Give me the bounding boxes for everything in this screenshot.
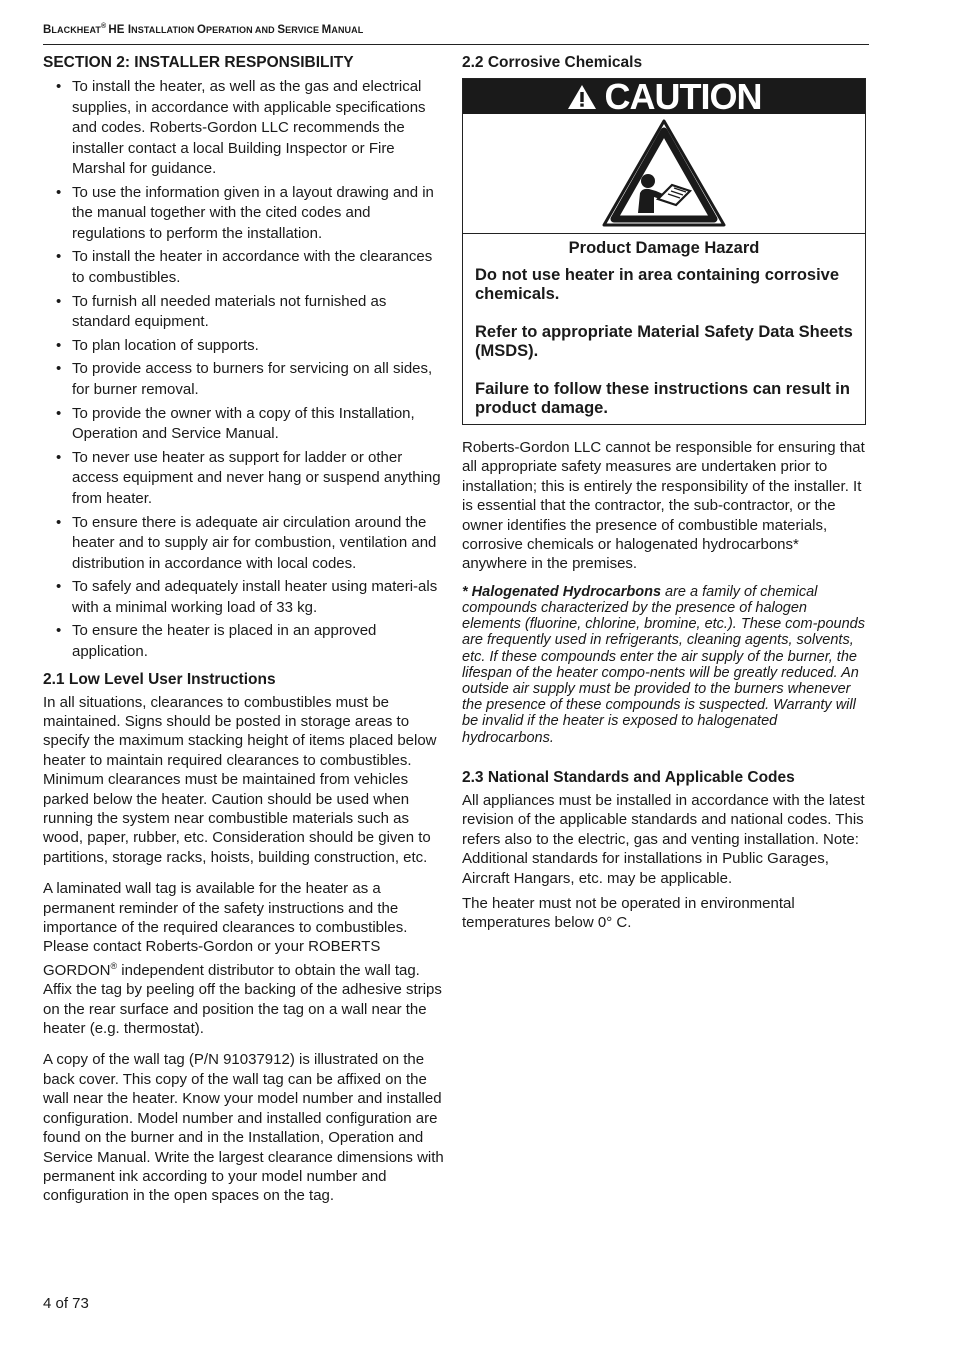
paragraph: Roberts-Gordon LLC cannot be responsible for ensuring that all appropriate safety measures are undertaken prior to installation; this is entirely the responsibility of the installer. It is essential that the contractor, the sub-contractor, or the owner identifies the presence of combustible materials, corrosive chemicals or halogenated hydrocarbons* anywhere in the premises. bbox=[462, 439, 865, 573]
hazard-title: Product Damage Hazard bbox=[568, 239, 760, 257]
warning-triangle-icon bbox=[567, 84, 597, 110]
paragraph: A copy of the wall tag (P/N 91037912) is illustrated on the back cover. This copy of the wall tag can be affixed on the wall near the heater. Know your model number and installed configuration. Model number and installed configuration are found on the burner and in the Installation, Operation and Service Manual. Write the largest clearance dimensions with permanent ink according to your model number and configuration in the open spaces on the tag. bbox=[43, 1051, 444, 1205]
list-item: • To safely and adequately install heater using materi-als with a minimal working load of 33 kg. bbox=[56, 578, 438, 616]
paragraph: The heater must not be operated in environmental temperatures below 0° C. bbox=[462, 894, 795, 932]
caution-text bbox=[463, 234, 865, 424]
list-item: • To ensure the heater is placed in an approved application. bbox=[56, 622, 377, 660]
caution-banner bbox=[463, 75, 865, 117]
read-manual-icon bbox=[600, 117, 728, 231]
list-item: • To install the heater, as well as the gas and electrical supplies, in accordance with applicable specifications and codes. Roberts-Gordon LLC recommends the installer contact a local Building Inspector or Fire Marshal for guidance. bbox=[56, 78, 426, 177]
list-item: • To install the heater in accordance with the clearances to combustibles. bbox=[56, 248, 433, 286]
list-item: • To provide access to burners for servicing on all sides, for burner removal. bbox=[56, 360, 433, 398]
manual-header bbox=[43, 23, 869, 45]
header-title: BLACKHEAT® HE INSTALLATION OPERATION AND SERVICE MANUAL bbox=[43, 23, 364, 36]
list-item: • To ensure there is adequate air circulation around the heater and to supply air for combustion, ventilation and distribution in accordance with local codes. bbox=[56, 513, 437, 572]
list-item: • To provide the owner with a copy of this Installation, Operation and Service Manual. bbox=[56, 404, 415, 443]
caution-warning: Do not use heater in area containing corrosive chemicals. bbox=[475, 266, 840, 303]
list-item: • To plan location of supports. bbox=[56, 336, 259, 354]
section-2-title: SECTION 2: INSTALLER RESPONSIBILITY bbox=[43, 54, 354, 71]
list-item: • To use the information given in a layout drawing and in the manual together with the cited codes and regulations to perform the installation. bbox=[56, 183, 434, 242]
section-2-2-title: 2.2 Corrosive Chemicals bbox=[462, 54, 643, 71]
caution-label: CAUTION bbox=[604, 75, 762, 117]
caution-pictogram bbox=[463, 114, 865, 234]
left-column bbox=[43, 53, 447, 1212]
section-2-3-title: 2.3 National Standards and Applicable Codes bbox=[462, 768, 795, 786]
paragraph: All appliances must be installed in accordance with the latest revision of the applicable standards and national codes. This refers also to the electric, gas and venting installation. Note: Additional standards for installations in Public Garages, Aircraft Hangars, etc. may be applicable. bbox=[462, 791, 865, 887]
paragraph: In all situations, clearances to combustibles must be maintained. Signs should be posted in storage areas to specify the maximum stacking height of items placed below heater to maintain required clearances to combustibles. Minimum clearances must be maintained from vehicles parked below the heater. Caution should be used when running the system near combustible materials such as wood, paper, rubber, etc. Consideration should be given to partitions, storage racks, hoists, building construction, etc. bbox=[43, 693, 437, 866]
installer-responsibility-list bbox=[43, 77, 447, 662]
caution-box bbox=[462, 75, 866, 425]
list-item: • To furnish all needed materials not furnished as standard equipment. bbox=[56, 292, 387, 331]
caution-warning: Refer to appropriate Material Safety Data Sheets (MSDS). bbox=[475, 323, 853, 360]
paragraph: A laminated wall tag is available for the heater as a permanent reminder of the safety instructions and the importance of the required clearances to combustibles. Please contact Roberts-Gordon or your ROBERTS GORDON® independent distributor to obtain the wall tag. Affix the tag by peeling off the backing of the adhesive strips on the rear surface and position the tag on a wall near the heater (e.g. thermostat). bbox=[43, 880, 442, 1038]
section-2-1-title: 2.1 Low Level User Instructions bbox=[43, 670, 276, 688]
caution-warning: Failure to follow these instructions can result in product damage. bbox=[475, 380, 850, 417]
right-column bbox=[462, 53, 867, 939]
halogenated-hydrocarbons-note: * Halogenated Hydrocarbons are a family of chemical compounds characterized by the presence of halogen elements (fluorine, chlorine, bromine, etc.). These com-pounds are frequently used in refrigerants, cleaning agents, solvents, etc. If these compounds enter the air supply of the burner, the lifespan of the heater compo-nents will be greatly reduced. An outside air supply must be provided to the burners whenever the presence of these compounds is suspected. Warranty will be invalid if the heater is exposed to halogenated hydrocarbons. bbox=[462, 583, 865, 746]
page-number: 4 of 73 bbox=[43, 1295, 89, 1312]
list-item: • To never use heater as support for ladder or other access equipment and never hang or suspend anything from heater. bbox=[56, 448, 441, 507]
